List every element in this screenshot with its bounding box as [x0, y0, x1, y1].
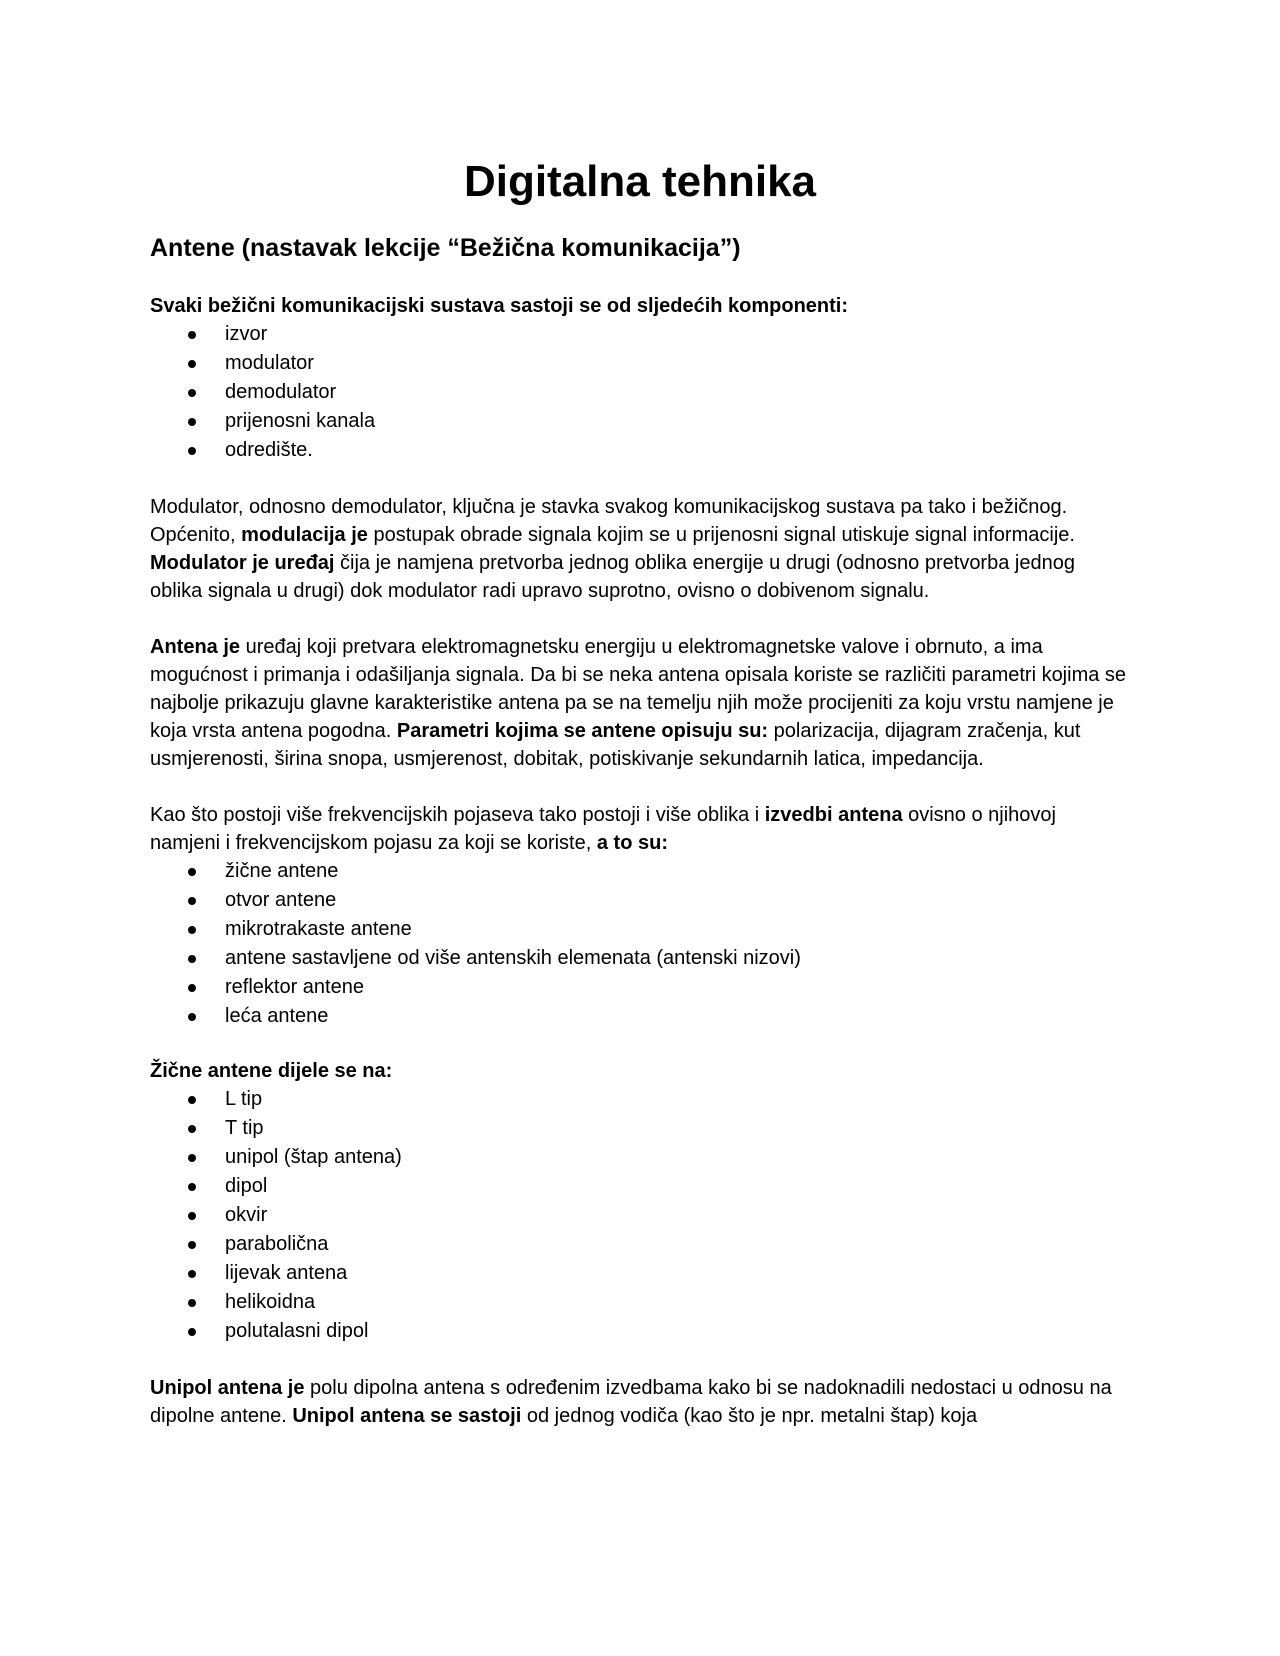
bullet-icon	[188, 1241, 196, 1249]
modulator-paragraph: Modulator, odnosno demodulator, ključna je stavka svakog komunikacijskog sustava pa tako i bežičnog. Općenito, modulacija je postupak obrade signala kojim se u prijenosni signal utiskuje signal informacije. Modulator je uređaj čija je namjena pretvorba jednog oblika energije u drugi (odnosno pretvorba jednog oblika signala u drugi) dok modulator radi upravo suprotno, ovisno o dobivenom signalu.	[150, 496, 1075, 602]
antenna-types-list	[150, 857, 1130, 1031]
list-item: mikrotrakaste antene	[150, 915, 1130, 944]
document-title: Digitalna tehnika	[463, 157, 817, 206]
unipol-paragraph: Unipol antena je polu dipolna antena s određenim izvedbama kako bi se nadoknadili nedostaci u odnosu na dipolne antene. Unipol antena se sastoji od jednog vodiča (kao što je npr. metalni štap) koja	[150, 1377, 1112, 1427]
list-item: T tip	[150, 1114, 1130, 1143]
list-item: helikoidna	[150, 1288, 1130, 1317]
components-list	[150, 320, 1130, 465]
bullet-icon	[188, 926, 196, 934]
list-item: otvor antene	[150, 886, 1130, 915]
list-item: unipol (štap antena)	[150, 1143, 1130, 1172]
bullet-icon	[188, 1299, 196, 1307]
list-item: demodulator	[150, 378, 1130, 407]
list-item: žične antene	[150, 857, 1130, 886]
bullet-icon	[188, 1328, 196, 1336]
wire-antennas-list	[150, 1085, 1130, 1346]
bullet-icon	[188, 1212, 196, 1220]
bullet-icon	[188, 897, 196, 905]
bullet-icon	[188, 418, 196, 426]
list-item: prijenosni kanala	[150, 407, 1130, 436]
bullet-icon	[188, 955, 196, 963]
bullet-icon	[188, 1154, 196, 1162]
list-item: modulator	[150, 349, 1130, 378]
antenna-paragraph: Antena je uređaj koji pretvara elektromagnetsku energiju u elektromagnetske valove i obrnuto, a ima mogućnost i primanja i odašiljanja signala. Da bi se neka antena opisala koriste se različiti parametri kojima se najbolje prikazuju glavne karakteristike antena pa se na temelju njih može procijeniti za koju vrstu namjene je koja vrsta antena pogodna. Parametri kojima se antene opisuju su: polarizacija, dijagram zračenja, kut usmjerenosti, širina snopa, usmjerenost, dobitak, potiskivanje sekundarnih latica, impedancija.	[150, 636, 1127, 770]
bullet-icon	[188, 447, 196, 455]
list-item: okvir	[150, 1201, 1130, 1230]
list-item: antene sastavljene od više antenskih elemenata (antenski nizovi)	[150, 944, 1130, 973]
bullet-icon	[188, 1013, 196, 1021]
document-body	[150, 150, 1130, 1430]
bullet-icon	[188, 1270, 196, 1278]
bullet-icon	[188, 389, 196, 397]
list-item: odredište.	[150, 436, 1130, 465]
list-item: dipol	[150, 1172, 1130, 1201]
list-item: izvor	[150, 320, 1130, 349]
list-item: parabolična	[150, 1230, 1130, 1259]
list-item: polutalasni dipol	[150, 1317, 1130, 1346]
list-item: L tip	[150, 1085, 1130, 1114]
bullet-icon	[188, 984, 196, 992]
components-lead: Svaki bežični komunikacijski sustava sastoji se od sljedećih komponenti:	[150, 295, 849, 317]
bullet-icon	[188, 331, 196, 339]
bullet-icon	[188, 360, 196, 368]
bullet-icon	[188, 1096, 196, 1104]
wire-antennas-lead: Žične antene dijele se na:	[150, 1060, 393, 1082]
section-heading: Antene (nastavak lekcije “Bežična komunikacija”)	[150, 234, 741, 262]
list-item: reflektor antene	[150, 973, 1130, 1002]
bullet-icon	[188, 1125, 196, 1133]
antenna-types-paragraph: Kao što postoji više frekvencijskih pojaseva tako postoji i više oblika i izvedbi antena ovisno o njihovoj namjeni i frekvencijskom pojasu za koji se koriste, a to su:	[150, 804, 1056, 854]
bullet-icon	[188, 868, 196, 876]
list-item: leća antene	[150, 1002, 1130, 1031]
bullet-icon	[188, 1183, 196, 1191]
list-item: lijevak antena	[150, 1259, 1130, 1288]
